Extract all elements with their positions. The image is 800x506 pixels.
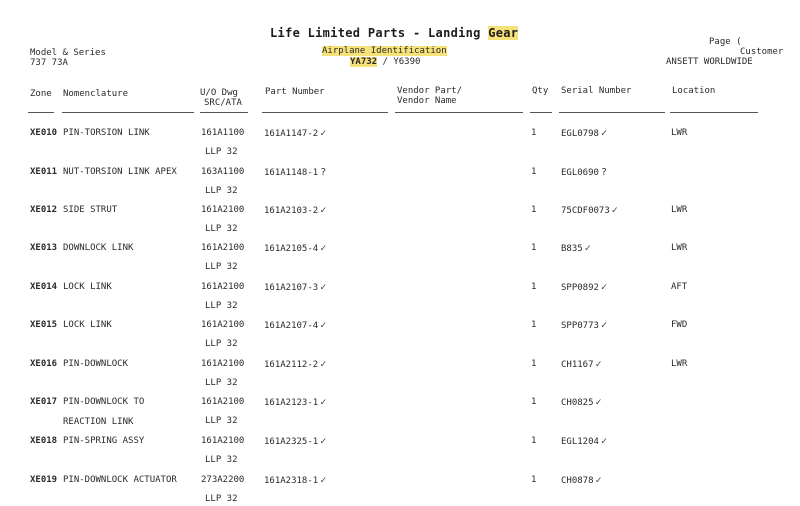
part-number-cell: 161A1148-1 ? — [264, 167, 327, 178]
airplane-id-value: YA732 / Y6390 — [350, 57, 421, 67]
dwg-cell: 161A1100 — [201, 128, 245, 138]
part-number-cell: 161A2105-4 ✓ — [264, 243, 327, 254]
nomenclature-cell: LOCK LINK — [63, 282, 112, 292]
zone-cell: XE011 — [30, 167, 58, 177]
col-nomenclature: Nomenclature — [63, 89, 129, 99]
check-mark: ✓ — [600, 282, 607, 293]
dwg-cell: 161A2100 — [201, 243, 245, 253]
ata-cell: LLP 32 — [205, 186, 238, 196]
dwg-cell: 273A2200 — [201, 475, 245, 485]
part-number-cell: 161A1147-2 ✓ — [264, 128, 327, 139]
qty-cell: 1 — [531, 167, 537, 177]
check-mark: ✓ — [320, 359, 327, 370]
title-highlight: Gear — [488, 26, 519, 40]
ata-cell: LLP 32 — [205, 494, 238, 504]
part-number-cell: 161A2107-3 ✓ — [264, 282, 327, 293]
check-mark: ✓ — [611, 205, 618, 216]
dwg-cell: 161A2100 — [201, 397, 245, 407]
dwg-cell: 163A1100 — [201, 167, 245, 177]
zone-cell: XE015 — [30, 320, 58, 330]
check-mark: ✓ — [320, 243, 327, 254]
qty-cell: 1 — [531, 320, 537, 330]
col-vendor: Vendor Part/ Vendor Name — [397, 86, 463, 106]
check-mark: ✓ — [320, 397, 327, 408]
check-mark: ✓ — [595, 397, 602, 408]
check-mark: ✓ — [600, 128, 607, 139]
serial-cell: B835 ✓ — [561, 243, 591, 254]
dwg-cell: 161A2100 — [201, 320, 245, 330]
nomenclature-cell: PIN-DOWNLOCK TO — [63, 397, 145, 407]
nomenclature-cell: NUT-TORSION LINK APEX — [63, 167, 177, 177]
check-mark: ✓ — [584, 243, 591, 254]
table-row — [0, 274, 800, 312]
part-number-cell: 161A2107-4 ✓ — [264, 320, 327, 331]
table-row — [0, 428, 800, 466]
rule-dwg — [200, 112, 248, 113]
nomenclature-cell-line2: REACTION LINK — [63, 417, 134, 427]
check-mark: ✓ — [320, 475, 327, 486]
table-row — [0, 467, 800, 505]
nomenclature-cell: PIN-DOWNLOCK ACTUATOR — [63, 475, 177, 485]
check-mark: ✓ — [320, 320, 327, 331]
nomenclature-cell: LOCK LINK — [63, 320, 112, 330]
check-mark: ✓ — [320, 436, 327, 447]
zone-cell: XE019 — [30, 475, 58, 485]
qty-cell: 1 — [531, 475, 537, 485]
zone-cell: XE018 — [30, 436, 58, 446]
col-zone: Zone — [30, 89, 52, 99]
part-number-cell: 161A2318-1 ✓ — [264, 475, 327, 486]
dwg-cell: 161A2100 — [201, 205, 245, 215]
location-cell: LWR — [671, 359, 688, 369]
rule-serial — [559, 112, 665, 113]
table-row — [0, 120, 800, 158]
model-label: Model & Series — [30, 48, 106, 58]
serial-cell: CH0878 ✓ — [561, 475, 602, 486]
check-mark: ✓ — [320, 205, 327, 216]
serial-cell: CH1167 ✓ — [561, 359, 602, 370]
model-value: 737 73A — [30, 58, 68, 68]
check-mark: ? — [600, 167, 607, 178]
part-number-cell: 161A2325-1 ✓ — [264, 436, 327, 447]
qty-cell: 1 — [531, 205, 537, 215]
qty-cell: 1 — [531, 359, 537, 369]
ata-cell: LLP 32 — [205, 301, 238, 311]
col-dwg: U/O Dwg SRC/ATA — [200, 88, 242, 108]
zone-cell: XE013 — [30, 243, 58, 253]
document-title: Life Limited Parts - Landing Gear — [270, 26, 519, 40]
table-row — [0, 235, 800, 273]
nomenclature-cell: PIN-TORSION LINK — [63, 128, 150, 138]
location-cell: LWR — [671, 128, 688, 138]
customer-label: Customer — [740, 47, 784, 57]
location-cell: FWD — [671, 320, 688, 330]
zone-cell: XE017 — [30, 397, 58, 407]
serial-cell: 75CDF0073 ✓ — [561, 205, 618, 216]
customer-value: ANSETT WORLDWIDE — [666, 57, 753, 67]
nomenclature-cell: SIDE STRUT — [63, 205, 118, 215]
qty-cell: 1 — [531, 397, 537, 407]
table-row — [0, 159, 800, 197]
ata-cell: LLP 32 — [205, 147, 238, 157]
check-mark: ✓ — [595, 359, 602, 370]
nomenclature-cell: PIN-DOWNLOCK — [63, 359, 129, 369]
location-cell: AFT — [671, 282, 688, 292]
serial-cell: SPP0773 ✓ — [561, 320, 607, 331]
part-number-cell: 161A2112-2 ✓ — [264, 359, 327, 370]
zone-cell: XE016 — [30, 359, 58, 369]
dwg-cell: 161A2100 — [201, 359, 245, 369]
airplane-id-label: Airplane Identification — [322, 46, 447, 56]
serial-cell: EGL0798 ✓ — [561, 128, 607, 139]
location-cell: LWR — [671, 205, 688, 215]
dwg-cell: 161A2100 — [201, 436, 245, 446]
ata-cell: LLP 32 — [205, 416, 238, 426]
ata-cell: LLP 32 — [205, 455, 238, 465]
col-location: Location — [672, 86, 716, 96]
check-mark: ✓ — [600, 320, 607, 331]
col-serial: Serial Number — [561, 86, 632, 96]
rule-part — [262, 112, 388, 113]
rule-nomenclature — [62, 112, 194, 113]
rule-qty — [530, 112, 552, 113]
rule-zone — [28, 112, 54, 113]
serial-cell: CH0825 ✓ — [561, 397, 602, 408]
ata-cell: LLP 32 — [205, 224, 238, 234]
serial-cell: EGL1204 ✓ — [561, 436, 607, 447]
ata-cell: LLP 32 — [205, 339, 238, 349]
check-mark: ? — [320, 167, 327, 178]
table-row — [0, 389, 800, 427]
zone-cell: XE014 — [30, 282, 58, 292]
col-qty: Qty — [532, 86, 549, 96]
col-part-number: Part Number — [265, 87, 325, 97]
ata-cell: LLP 32 — [205, 378, 238, 388]
check-mark: ✓ — [595, 475, 602, 486]
qty-cell: 1 — [531, 243, 537, 253]
rule-vendor — [395, 112, 523, 113]
ata-cell: LLP 32 — [205, 262, 238, 272]
check-mark: ✓ — [600, 436, 607, 447]
check-mark: ✓ — [320, 282, 327, 293]
table-row — [0, 197, 800, 235]
part-number-cell: 161A2123-1 ✓ — [264, 397, 327, 408]
qty-cell: 1 — [531, 282, 537, 292]
qty-cell: 1 — [531, 436, 537, 446]
nomenclature-cell: PIN-SPRING ASSY — [63, 436, 145, 446]
location-cell: LWR — [671, 243, 688, 253]
nomenclature-cell: DOWNLOCK LINK — [63, 243, 134, 253]
dwg-cell: 161A2100 — [201, 282, 245, 292]
page-label: Page ( — [709, 37, 742, 47]
zone-cell: XE012 — [30, 205, 58, 215]
qty-cell: 1 — [531, 128, 537, 138]
table-row — [0, 312, 800, 350]
rule-location — [670, 112, 758, 113]
serial-cell: SPP0892 ✓ — [561, 282, 607, 293]
part-number-cell: 161A2103-2 ✓ — [264, 205, 327, 216]
check-mark: ✓ — [320, 128, 327, 139]
zone-cell: XE010 — [30, 128, 58, 138]
serial-cell: EGL0690 ? — [561, 167, 607, 178]
table-row — [0, 351, 800, 389]
